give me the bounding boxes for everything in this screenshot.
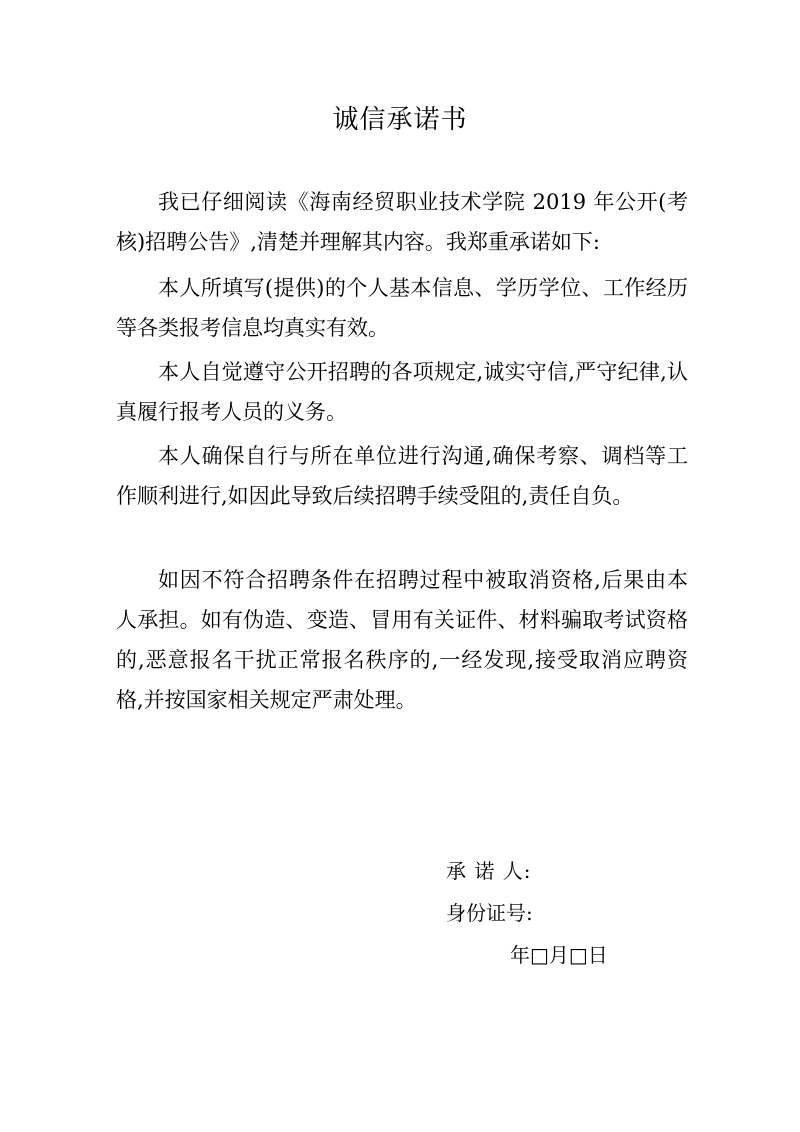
paragraph-obey-rules: 本人自觉遵守公开招聘的各项规定,诚实守信,严守纪律,认真履行报考人员的义务。 <box>116 360 688 424</box>
paragraph-info-true: 本人所填写(提供)的个人基本信息、学历学位、工作经历等各类报考信息均真实有效。 <box>116 276 688 340</box>
id-number-label: 身份证号: <box>446 901 533 925</box>
paragraph-employer-communication: 本人确保自行与所在单位进行沟通,确保考察、调档等工作顺利进行,如因此导致后续招聘手续受阻的,责任自负。 <box>116 444 688 508</box>
date-label: 年□月□日 <box>510 943 608 967</box>
signer-label: 承 诺 人: <box>446 859 532 883</box>
paragraph-intro: 我已仔细阅读《海南经贸职业技术学院 2019 年公开(考核)招聘公告》,清楚并理解其内容。我郑重承诺如下: <box>116 190 688 254</box>
paragraph-consequences: 如因不符合招聘条件在招聘过程中被取消资格,后果由本人承担。如有伪造、变造、冒用有关证件、材料骗取考试资格的,恶意报名干扰正常报名秩序的,一经发现,接受取消应聘资格,并按国家相关规定严肃处理。 <box>116 568 688 712</box>
document-title: 诚信承诺书 <box>332 105 468 135</box>
